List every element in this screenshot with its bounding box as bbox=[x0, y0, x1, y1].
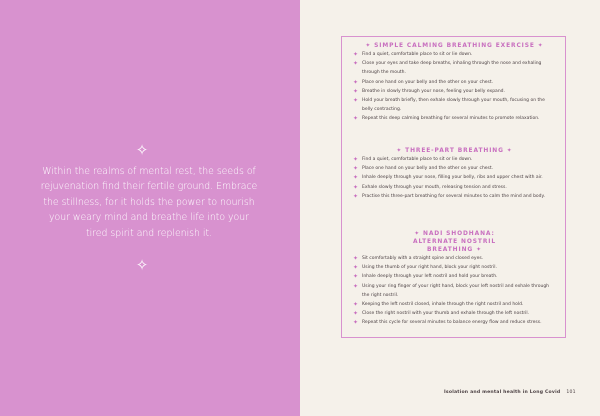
list-item: ✦ Using your ring finger of your right hand, block your left nostril and exhale through the right nostril. bbox=[353, 282, 550, 298]
list-item: ✦ Keeping the left nostril closed, inhale through the right nostril and hold. bbox=[353, 301, 524, 309]
instruction-list bbox=[342, 155, 567, 201]
star-bullet-icon: ✦ bbox=[353, 156, 359, 163]
list-item: ✦ Sit comfortably with a straight spine and closed eyes. bbox=[353, 255, 484, 262]
list-item: ✦ Repeat this deep calming breathing for several minutes to promote relaxation. bbox=[353, 115, 540, 123]
list-item: ✦ Inhale deeply through your left nostril and hold your breath. bbox=[353, 273, 498, 281]
list-item: ✦ Repeat this cycle for several minutes to balance energy flow and reduce stress. bbox=[353, 319, 542, 327]
star-bullet-icon: ✦ bbox=[353, 97, 359, 105]
section-heading: ✦ SIMPLE CALMING BREATHING EXERCISE ✦ bbox=[365, 43, 544, 49]
star-bullet-icon: ✦ bbox=[353, 255, 359, 262]
star-bullet-icon: ✦ bbox=[353, 165, 359, 173]
instruction-list bbox=[342, 254, 567, 328]
section-three-part bbox=[342, 147, 567, 201]
section-heading: ✦ THREE-PART BREATHING ✦ bbox=[396, 148, 513, 154]
list-item: ✦ Hold your breath briefly, then exhale slowly through your mouth, focusing on the belly contracting. bbox=[353, 97, 545, 113]
star-bullet-icon: ✦ bbox=[353, 174, 359, 182]
star-bullet-icon: ✦ bbox=[353, 192, 359, 200]
list-item: ✦ Practise this three-part breathing for several minutes to calm the mind and body. bbox=[353, 192, 545, 200]
running-title: Isolation and mental health in Long Covid bbox=[444, 390, 561, 395]
breathing-exercises-box bbox=[341, 36, 566, 338]
star-bullet-icon: ✦ bbox=[353, 264, 359, 272]
star-bullet-icon: ✦ bbox=[353, 319, 359, 327]
list-item: ✦ Exhale slowly through your mouth, releasing tension and stress. bbox=[353, 183, 507, 191]
list-item: ✦ Place one hand on your belly and the other on your chest. bbox=[353, 165, 494, 173]
section-nadi-shodhana bbox=[342, 230, 567, 328]
instruction-list bbox=[342, 50, 567, 124]
page-number: 101 bbox=[566, 390, 576, 395]
list-item: ✦ Close the right nostril with your thumb and exhale through the left nostril. bbox=[353, 310, 530, 318]
quote-text: Within the realms of mental rest, the seeds of rejuvenation find their fertile ground. Embrace the stillness, for it holds the power to nourish your weary mind and breathe life into your tired spirit and replenish it. bbox=[40, 166, 258, 239]
star-bullet-icon: ✦ bbox=[353, 87, 359, 95]
section-heading: ✦ NADI SHODHANA: ALTERNATE NOSTRIL BREATHING ✦ bbox=[412, 231, 497, 253]
sparkle-icon-bottom: ✧ bbox=[135, 256, 149, 274]
star-bullet-icon: ✦ bbox=[353, 115, 359, 123]
star-bullet-icon: ✦ bbox=[353, 183, 359, 191]
list-item: ✦ Find a quiet, comfortable place to sit or lie down. bbox=[353, 156, 473, 163]
star-bullet-icon: ✦ bbox=[353, 310, 359, 318]
star-bullet-icon: ✦ bbox=[353, 282, 359, 290]
star-bullet-icon: ✦ bbox=[353, 273, 359, 281]
section-simple-calming bbox=[342, 42, 567, 124]
list-item: ✦ Find a quiet, comfortable place to sit or lie down. bbox=[353, 51, 473, 58]
list-item: ✦ Close your eyes and take deep breaths, inhaling through the nose and exhaling through the mouth. bbox=[353, 60, 542, 76]
list-item: ✦ Using the thumb of your right hand, block your right nostril. bbox=[353, 264, 497, 272]
list-item: ✦ Place one hand on your belly and the other on your chest. bbox=[353, 78, 494, 86]
star-bullet-icon: ✦ bbox=[353, 51, 359, 58]
star-bullet-icon: ✦ bbox=[353, 60, 359, 68]
star-bullet-icon: ✦ bbox=[353, 78, 359, 86]
sparkle-icon-top: ✧ bbox=[135, 141, 149, 159]
page-footer bbox=[444, 390, 576, 395]
list-item: ✦ Breathe in slowly through your nose, feeling your belly expand. bbox=[353, 87, 505, 95]
star-bullet-icon: ✦ bbox=[353, 301, 359, 309]
list-item: ✦ Inhale deeply through your nose, filling your belly, ribs and upper chest with air. bbox=[353, 174, 543, 182]
